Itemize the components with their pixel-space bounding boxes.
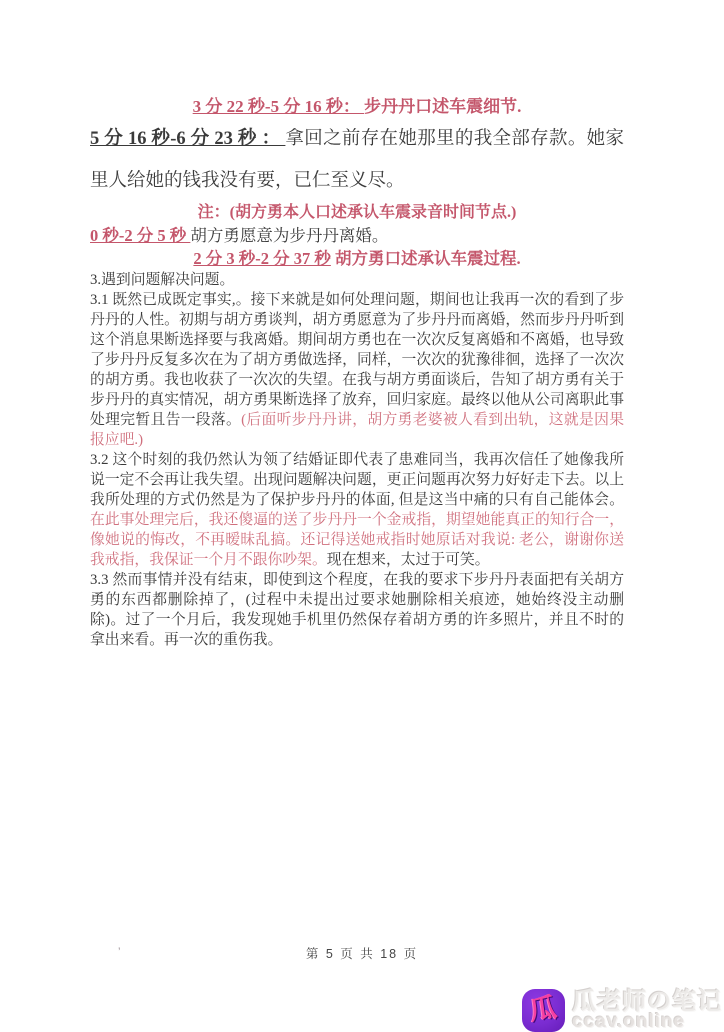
text-segment: 0 秒-2 分 5 秒 bbox=[90, 226, 191, 245]
text-segment: 5 分 16 秒-6 分 23 秒 ： bbox=[90, 129, 286, 149]
watermark-text bbox=[572, 990, 722, 1031]
paragraph-3-2 bbox=[90, 450, 624, 570]
timestamp-line-1 bbox=[90, 224, 624, 247]
deposit-heading bbox=[90, 118, 624, 202]
watermark-url: ccav.online bbox=[572, 1011, 686, 1032]
text-segment: 步丹丹口述车震细节. bbox=[364, 97, 522, 116]
text-segment: 注：(胡方勇本人口述承认车震录音时间节点.) bbox=[197, 204, 517, 221]
page-footer bbox=[0, 944, 724, 964]
text-segment: 2 分 3 秒-2 分 37 秒 bbox=[193, 249, 331, 268]
melon-glyph: 瓜 bbox=[527, 992, 559, 1026]
text-segment: (后面听步丹丹讲，胡方勇老婆被人看到出轨，这就是因果报应吧.) bbox=[90, 412, 624, 448]
text-segment: 3.1 既然已成既定事实,。接下来就是如何处理问题，期间也让我再一次的看到了步丹丹的人性。初期与胡方勇谈判，胡方勇愿意为了步丹丹而离婚，然而步丹丹听到这个消息果断选择要与我离婚。期间胡方勇也在一次次反复离婚和不离婚，也导致了步丹丹反复多次在为了胡方勇做选择，同样，一次次的犹豫徘徊，选择了一次次的胡方勇。我也收获了一次次的失望。在我与胡方勇面谈后，告知了胡方勇有关于步丹丹的真实情况，胡方勇果断选择了放弃，回归家庭。最终以他从公司离职此事处理完暂且告一段落。 bbox=[90, 292, 624, 428]
section-3-heading bbox=[90, 270, 624, 290]
paragraph-3-1 bbox=[90, 290, 624, 450]
watermark bbox=[522, 989, 722, 1032]
red-timestamp-heading-2 bbox=[90, 247, 624, 270]
red-timestamp-heading-1 bbox=[90, 95, 624, 118]
text-segment: 3 分 22 秒-5 分 16 秒： bbox=[192, 97, 365, 116]
text-segment: 3.3 然而事情并没有结束，即使到这个程度，在我的要求下步丹丹表面把有关胡方勇的东西都删除掉了，(过程中未提出过要求她删除相关痕迹，她始终没主动删除)。过了一个月后，我发现她手机里仍然保存着胡方勇的许多照片，并且不时的拿出来看。再一次的重伤我。 bbox=[90, 572, 624, 648]
text-segment: 3.2 这个时刻的我仍然认为领了结婚证即代表了患难同当，我再次信任了她像我所说一定不会再让我失望。出现问题解决问题，更正问题再次努力好好走下去。以上我所处理的方式仍然是为了保护步丹丹的体面, 但是这当中痛的只有自己能体会。 bbox=[90, 452, 624, 508]
watermark-logo-icon bbox=[522, 989, 565, 1032]
page-number: 第 5 页 共 18 页 bbox=[305, 947, 419, 961]
text-segment: 在此事处理完后，我还傻逼的送了步丹丹一个金戒指，期望她能真正的知行合一，像她说的悔改，不再暧昧乱搞。还记得送她戒指时她原话对我说: 老公，谢谢你送我戒指，我保证一个月不跟你吵架。 bbox=[90, 512, 624, 568]
text-segment: 拿回之前存在她那里的我全部存款。她家里人给她的钱我没有要，已仁至义尽。 bbox=[90, 129, 624, 191]
watermark-brand: 瓜老师の笔记 bbox=[572, 989, 722, 1015]
text-segment: 现在想来，太过于可笑。 bbox=[326, 552, 490, 568]
text-segment: 3.遇到问题解决问题。 bbox=[90, 272, 235, 288]
text-segment: 胡方勇愿意为步丹丹离婚。 bbox=[190, 226, 389, 245]
stray-mark: ’ bbox=[118, 946, 121, 958]
paragraph-3-3 bbox=[90, 570, 624, 650]
red-note-line bbox=[90, 202, 624, 224]
text-segment: 胡方勇口述承认车震过程. bbox=[330, 249, 521, 268]
